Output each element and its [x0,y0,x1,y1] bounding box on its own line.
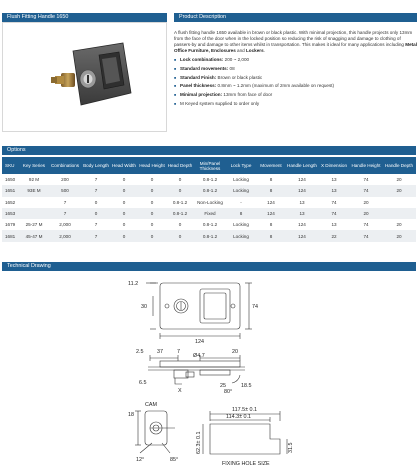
table-cell: 20 [396,222,402,228]
table-cell: 2,000 [48,230,82,241]
column-header: Key Series [20,157,48,174]
table-cell: 0 [138,185,166,196]
fixing-hole-outline [210,424,280,454]
handle-photo-illustration [3,23,166,131]
dim-label: 18.5 [241,383,252,389]
table-cell: 0 [150,199,154,205]
table-cell: 7 [48,208,82,219]
table-cell: 0 [150,177,154,183]
feature-item: ■ Lock combinations: 200 ~ 2,000 [174,57,417,63]
column-header: Head Depth [166,157,194,174]
feature-item: ■ M Keyed system supplied to order only [174,101,417,107]
table-cell [20,197,48,208]
table-cell: 0.8-1.2 [194,230,226,241]
table-cell: 7 [82,185,110,196]
table-cell: 74 [350,230,382,241]
table-cell: Locking [233,222,249,228]
dim-label: 7 [177,349,180,355]
column-header: Lock Type [226,157,256,174]
dim-label: 12° [136,457,145,463]
table-cell [382,208,416,219]
table-cell: - [240,199,242,205]
dim-label: 11.2 [128,281,139,287]
column-header: Head Width [110,157,138,174]
table-cell: 93E M [20,185,48,196]
table-cell: Fixed [194,208,226,219]
fixing-hole-label: FIXING HOLE SIZE [222,461,270,467]
feature-list [174,57,417,107]
table-cell: 124 [298,222,306,228]
table-cell: 0 [138,230,166,241]
description-title: Product Description [179,14,227,20]
table-cell: 8 [269,177,273,183]
table-row [2,197,416,208]
table-cell: 74 [363,177,369,183]
table-cell: 7 [94,177,98,183]
table-cell: 0 [166,185,194,196]
table-cell: 7 [94,222,98,228]
table-cell: 8 [269,222,273,228]
table-cell: 0 [110,185,138,196]
dim-label: CAM [145,402,157,408]
table-cell: 0 [122,199,126,205]
options-title-bar [2,146,416,155]
dim-label: 74 [252,304,258,310]
column-header: X Dimension [318,157,350,174]
table-cell: 7 [82,230,110,241]
dim-label: 117.5± 0.1 [232,407,258,413]
table-row [2,174,416,185]
table-cell: 13 [331,222,337,228]
dim-label: 37 [157,349,163,355]
table-cell: 20 [363,199,369,205]
column-header: Handle Height [350,157,382,174]
table-cell: 1651 [2,185,20,196]
options-table-body [2,174,416,242]
feature-item: ■ Standard movements: 08 [174,66,417,72]
product-title-bar [2,13,167,22]
column-header: SKU [2,157,20,174]
column-header: Handle Length [286,157,318,174]
table-cell: 124 [286,230,318,241]
table-cell: 0 [166,230,194,241]
table-cell: 22 [318,230,350,241]
technical-drawing [0,271,420,472]
table-cell: 0 [110,208,138,219]
table-cell: 500 [48,185,82,196]
table-cell: 200 [61,177,69,183]
table-cell: 45-47 M [20,230,48,241]
table-cell: 1653 [2,208,20,219]
dim-label: 18 [128,412,134,418]
table-cell: Locking [233,177,249,183]
column-header: Combinations [48,157,82,174]
feature-item: ■ Standard Finish: Brown or black plastic [174,75,417,81]
table-cell: 13 [318,185,350,196]
table-cell [382,197,416,208]
table-cell: 0.8-1.2 [202,222,218,228]
table-cell: 2,000 [59,222,71,228]
table-cell: 124 [267,199,275,205]
options-table [2,157,416,242]
dim-label: 80° [224,389,233,395]
dim-label: 2.5 [136,349,144,355]
table-row [2,230,416,241]
dim-label: 25 [220,383,226,389]
table-cell: 20 [350,208,382,219]
table-cell: 0 [110,230,138,241]
table-cell: 20 [382,230,416,241]
table-cell: 20 [382,185,416,196]
table-cell: 13 [286,208,318,219]
handle-grip-outline [200,289,230,323]
description-title-bar [174,13,417,22]
table-cell: 13 [299,199,305,205]
table-cell: 124 [286,185,318,196]
product-description [174,30,417,110]
table-cell: 74 [331,199,337,205]
dim-label: 20 [232,349,238,355]
dim-label: X [178,388,182,394]
dim-label: 6.5 [139,380,147,386]
table-cell: 0 [138,208,166,219]
dim-label: 62.3± 0.1 [196,431,202,454]
table-cell [20,208,48,219]
product-title: Flush Fitting Handle 1650 [7,14,69,20]
table-cell: 0 [82,208,110,219]
technical-title-bar [2,262,416,271]
table-cell: 74 [350,185,382,196]
table-cell: 124 [298,177,306,183]
table-cell: 1652 [5,199,16,205]
table-cell: 7 [63,199,67,205]
column-header: Body Length [82,157,110,174]
table-cell: 1681 [2,230,20,241]
table-cell: 25-27 M [25,222,43,228]
feature-item: ■ Panel thickness: 0.8mm ~ 1.2mm (maximum of 2mm available on request) [174,83,417,89]
feature-item: ■ Minimal projection: 13mm from face of door [174,92,417,98]
table-row [2,219,416,230]
dim-label: 124 [195,339,204,345]
table-cell: 13 [331,177,337,183]
table-header-row [2,157,416,174]
table-cell: 0 [94,199,98,205]
table-cell: 124 [256,208,286,219]
dim-label: Ø4.7 [193,353,205,359]
table-cell: 0.8-1.2 [172,199,188,205]
table-cell: 20 [396,177,402,183]
table-cell: 0 [122,177,126,183]
table-cell: 8 [256,230,286,241]
dim-label: 31.5 [288,442,294,453]
technical-title: Technical Drawing [7,263,51,269]
table-cell: 0 [178,222,182,228]
table-cell: 0.8-1.2 [166,208,194,219]
table-cell: 1650 [5,177,16,183]
table-cell: 0 [122,222,126,228]
product-photo [2,22,167,132]
table-cell: Locking [226,185,256,196]
table-cell: 92 M [28,177,40,183]
side-view-body [160,361,240,367]
description-intro: A flush fitting handle 1650 available in brown or black plastic. With minimal projection, this handle projects only 13mm from the face of the door when in the locked position so reducing the risk of snagging and damage to clothing of passers-by and damage to other items whilst in transportation. This makes it ideal for many applications including Metal Office Furniture, Enclosures and Lockers. [174,30,417,54]
table-cell: 0 [150,222,154,228]
table-cell: 8 [226,208,256,219]
table-row [2,208,416,219]
dim-label: 30 [141,304,147,310]
table-cell: 0.8-1.2 [194,185,226,196]
dim-label: 114.3± 0.1 [226,414,252,420]
table-cell: 74 [363,222,369,228]
dim-label: 85° [170,457,179,463]
table-cell: 0 [178,177,182,183]
table-cell: Locking [226,230,256,241]
table-cell: 8 [256,185,286,196]
table-cell: Non-Locking [197,199,223,205]
table-cell: 74 [318,208,350,219]
column-header: Head Height [138,157,166,174]
table-row [2,185,416,196]
options-title: Options [7,147,26,153]
column-header: Min/Panel Thickness [194,157,226,174]
table-cell: 0.8-1.2 [202,177,218,183]
table-cell: 1679 [5,222,16,228]
column-header: Handle Depth [382,157,416,174]
column-header: Movement [256,157,286,174]
